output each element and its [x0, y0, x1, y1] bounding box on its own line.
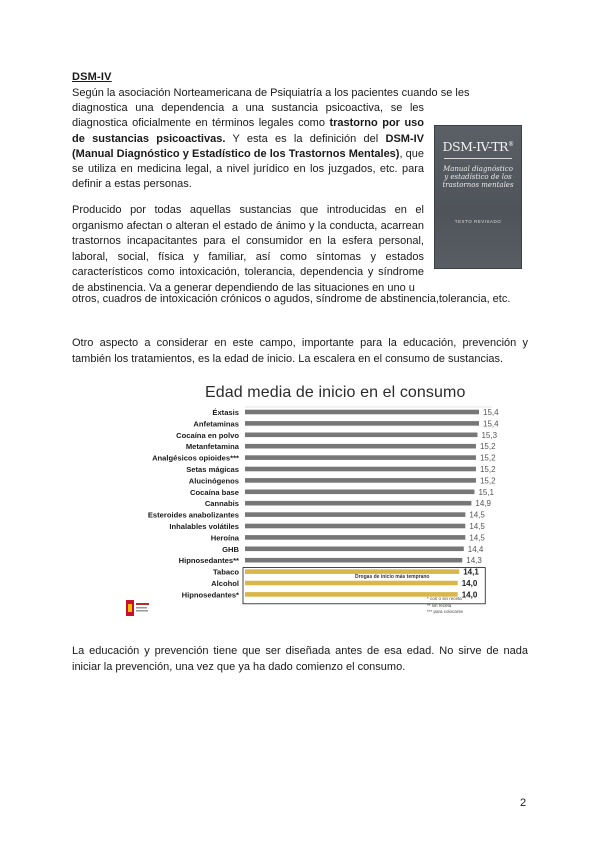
category-label: Cannabis	[204, 499, 239, 509]
book-divider	[444, 158, 512, 159]
bar	[245, 421, 479, 426]
text-segment: , que se utiliza en medicina legal, a nivel jurídico en los juzgados, etc. para definir a estas personas.	[72, 147, 424, 191]
chart-legend-label: Drogas de inicio más temprano	[355, 574, 430, 580]
paragraph-age-of-onset: Otro aspecto a considerar en este campo, importante para la educación, prevención y también los tratamientos, es la edad de inicio. La escalera en el consumo de sustancias.	[72, 337, 528, 365]
section-heading: DSM-IV	[72, 71, 112, 83]
value-label: 14,1	[463, 567, 479, 577]
category-label: Hipnosedantes**	[178, 556, 239, 566]
value-label: 15,2	[479, 442, 496, 452]
value-label: 15,4	[483, 408, 499, 417]
bar	[245, 524, 465, 529]
category-label: Cocaína base	[190, 487, 239, 497]
ministry-logo-icon	[126, 600, 150, 616]
bar	[245, 501, 471, 506]
book-title: DSM-IV-TR®	[442, 139, 514, 154]
category-label: Éxtasis	[212, 408, 239, 417]
bar	[245, 490, 474, 495]
bar	[245, 467, 476, 472]
category-label: GHB	[222, 544, 239, 554]
bar	[245, 455, 476, 460]
paragraph-body	[72, 101, 424, 192]
bar	[245, 592, 458, 597]
value-label: 15,2	[479, 465, 496, 474]
page-number: 2	[520, 797, 527, 809]
value-label: 14,0	[461, 590, 478, 600]
value-label: 14,9	[475, 499, 491, 509]
value-label: 14,3	[466, 556, 482, 566]
value-label: 14,4	[467, 544, 484, 554]
value-label: 15,2	[479, 476, 496, 486]
value-label: 15,2	[479, 453, 496, 463]
bold-term-dsm-manual: DSM-IV (Manual Diagnóstico y Estadístico de los Trastornos Mentales)	[72, 132, 424, 160]
category-label: Analgésicos opioides***	[152, 453, 239, 463]
category-label: Inhalables volátiles	[169, 522, 239, 531]
chart-footnotes	[427, 596, 463, 616]
book-edition: TEXTO REVISADO	[454, 219, 502, 224]
value-label: 15,4	[483, 419, 499, 429]
category-label: Esteroides anabolizantes	[147, 510, 239, 520]
bar	[245, 478, 476, 483]
paragraph-prevention: La educación y prevención tiene que ser diseñada antes de esa edad. No sirve de nada iniciar la prevención, una vez que ya ha dado comienzo el consumo.	[72, 645, 528, 673]
value-label: 14,0	[461, 579, 478, 588]
category-label: Tabaco	[212, 567, 239, 577]
paragraph-definition-body: Producido por todas aquellas sustancias que introducidas en el organismo afectan o alteran el estado de ánimo y la conducta, acarrean trastornos incapacitantes para el consumidor en la esfera personal, laboral, social, física y familiar, así como síntomas y estados característicos como intoxicación, tolerancia, dependencia y síndrome de abstinencia. Va a generar dependiendo de las situaciones en uno u	[72, 204, 424, 294]
footnote: ** sin receta	[427, 602, 452, 608]
bar	[245, 444, 476, 449]
category-label: Metanfetamina	[185, 442, 239, 452]
category-label: Hipnosedantes*	[181, 590, 239, 600]
category-label: Alucinógenos	[188, 476, 239, 486]
paragraph-line-1: Según la asociación Norteamericana de Psiquiatría a los pacientes cuando se les	[72, 87, 470, 99]
bar	[245, 581, 458, 586]
value-label: 14,5	[469, 533, 485, 543]
category-label: Anfetaminas	[193, 419, 239, 429]
bold-term-trastorno: trastorno por uso de sustancias psicoactivas.	[72, 117, 425, 145]
bar	[245, 547, 464, 552]
category-label: Cocaína en polvo	[176, 430, 239, 440]
bar	[245, 410, 479, 415]
bar	[245, 558, 462, 563]
value-label: 15,1	[478, 487, 495, 497]
text-segment: Y esta es la definición del	[225, 132, 386, 145]
category-label: Setas mágicas	[186, 465, 239, 474]
book-subtitle: Manual diagnóstico y estadístico de los trastornos mentales	[442, 165, 514, 189]
bar	[245, 512, 465, 517]
value-label: 15,3	[481, 430, 498, 440]
footnote: * con o sin receta	[427, 596, 462, 601]
bar	[245, 433, 477, 438]
age-of-onset-bar-chart	[120, 403, 510, 625]
footnote: *** para colocarse	[427, 609, 464, 614]
text-segment: diagnostica una dependencia a una sustancia psicoactiva, se les diagnostica oficialmente en términos legales como	[72, 102, 424, 130]
bar	[245, 535, 465, 540]
dsm-book-cover-image	[434, 125, 522, 269]
category-label: Alcohol	[211, 579, 239, 588]
chart-title: Edad media de inicio en el consumo	[205, 384, 466, 401]
category-label: Heroína	[210, 533, 239, 543]
value-label: 14,5	[469, 510, 485, 520]
paragraph-definition-last-line: otros, cuadros de intoxicación crónicos o agudos, síndrome de abstinencia,tolerancia, etc.	[72, 293, 511, 305]
value-label: 14,5	[469, 522, 485, 531]
